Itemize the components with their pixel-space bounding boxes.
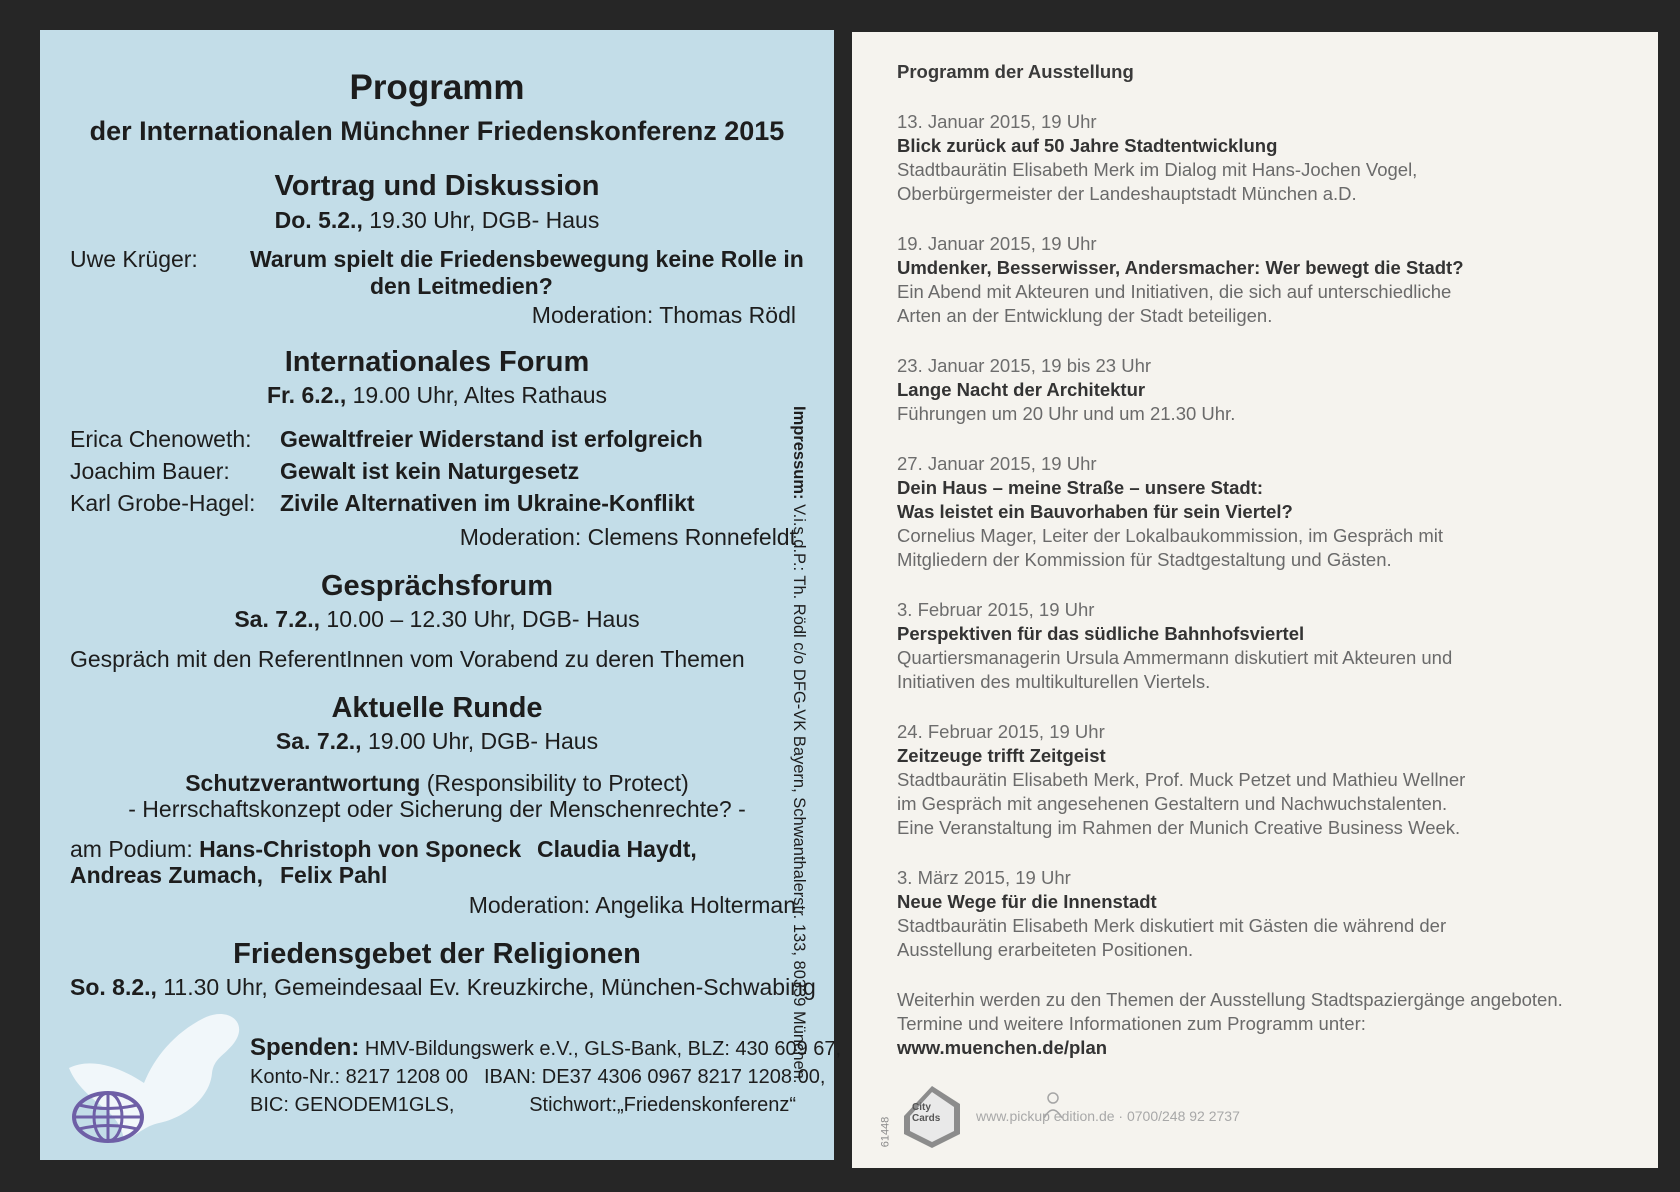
print-code: 61448 — [879, 1116, 892, 1148]
talk-topic: Zivile Alternativen im Ukraine-Konflikt — [280, 490, 695, 516]
event-title: Blick zurück auf 50 Jahre Stadtentwicklung — [897, 135, 1278, 156]
talk-topic: Gewaltfreier Widerstand ist erfolgreich — [280, 426, 703, 452]
podium-label: am Podium: — [70, 836, 200, 862]
event-description: Mitgliedern der Kommission für Stadtgestaltung und Gästen. — [897, 549, 1392, 570]
event-date: 13. Januar 2015, 19 Uhr — [897, 111, 1097, 132]
event-title: Zeitzeuge trifft Zeitgeist — [897, 745, 1106, 766]
event-title: Umdenker, Besserwisser, Andersmacher: Wer bewegt die Stadt? — [897, 257, 1464, 278]
date-day: Fr. 6.2., — [266, 382, 347, 408]
discussion-subtopic: - Herrschaftskonzept oder Sicherung der Menschenrechte? - — [128, 796, 746, 822]
event-description: im Gespräch mit angesehenen Gestaltern und Nachwuchstalenten. — [897, 793, 1448, 814]
event-title: Dein Haus – meine Straße – unsere Stadt: — [897, 477, 1264, 498]
event-description: Oberbürgermeister der Landeshauptstadt München a.D. — [897, 183, 1357, 204]
event-description: Führungen um 20 Uhr und um 21.30 Uhr. — [897, 403, 1236, 424]
date-time-place: 11.30 Uhr, Gemeindesaal Ev. Kreuzkirche, München-Schwabing — [156, 974, 816, 1000]
discussion-topic — [40, 770, 834, 797]
date-day: Do. 5.2., — [274, 207, 363, 233]
date-time-place: 19.00 Uhr, DGB- Haus — [361, 728, 599, 754]
event-date: 3. Februar 2015, 19 Uhr — [897, 599, 1095, 620]
date-day: So. 8.2., — [70, 974, 157, 1000]
exhibition-title: Programm der Ausstellung — [897, 61, 1134, 82]
section-heading-gespraech: Gesprächsforum — [320, 570, 554, 602]
date-time-place: 19.30 Uhr, DGB- Haus — [362, 207, 600, 233]
event-description: Ein Abend mit Akteuren und Initiativen, die sich auf unterschiedliche — [897, 281, 1452, 302]
section-date-gebet — [70, 974, 816, 1001]
impressum-label: Impressum: — [790, 406, 808, 500]
event-description: Ausstellung erarbeiteten Positionen. — [897, 939, 1194, 960]
exhibition-program-card — [852, 32, 1658, 1168]
talk-topic: Warum spielt die Friedensbewegung keine Rolle in — [250, 246, 804, 272]
event-description: Eine Veranstaltung im Rahmen der Munich Creative Business Week. — [897, 817, 1461, 838]
moderation: Moderation: Thomas Rödl — [531, 302, 796, 328]
speaker-name: Uwe Krüger: — [70, 246, 198, 272]
section-date-vortrag — [40, 207, 834, 234]
impressum-text: V.i.s.d.P.: Th. Rödl c/o DFG-VK Bayern, Schwanthalerstr. 133, 80339 München. — [790, 499, 808, 1084]
footer-url[interactable]: www.muenchen.de/plan — [897, 1037, 1108, 1058]
moderation: Moderation: Clemens Ronnefeldt — [459, 524, 796, 550]
section-date-forum — [40, 382, 834, 409]
program-title: Programm — [349, 68, 525, 107]
donation-keyword: Stichwort:„Friedenskonferenz“ — [529, 1094, 796, 1116]
city-cards-logo-text: City Cards — [912, 1102, 941, 1124]
event-date: 23. Januar 2015, 19 bis 23 Uhr — [897, 355, 1152, 376]
print-footer — [879, 1082, 1352, 1152]
topic-bold: Schutzverantwortung — [185, 770, 421, 796]
speaker-name: Erica Chenoweth: — [70, 426, 252, 452]
event-date: 3. März 2015, 19 Uhr — [897, 867, 1071, 888]
event-description: Stadtbaurätin Elisabeth Merk im Dialog mit Hans-Jochen Vogel, — [897, 159, 1418, 180]
section-date-gespraech — [40, 606, 834, 633]
podium-line — [70, 836, 521, 863]
talk-topic: Gewalt ist kein Naturgesetz — [280, 458, 580, 484]
podium-member: Hans-Christoph von Sponeck — [199, 836, 522, 862]
section-heading-gebet: Friedensgebet der Religionen — [233, 938, 641, 970]
iban: IBAN: DE37 4306 0967 8217 1208 00, — [484, 1066, 826, 1088]
globe-icon — [70, 1090, 146, 1144]
event-description: Cornelius Mager, Leiter der Lokalbaukommission, im Gespräch mit — [897, 525, 1443, 546]
donation-label: Spenden: — [250, 1034, 360, 1061]
impressum — [789, 406, 808, 1083]
event-description: Arten an der Entwicklung der Stadt beteiligen. — [897, 305, 1273, 326]
talk-topic-cont: den Leitmedien? — [370, 273, 553, 299]
date-day: Sa. 7.2., — [275, 728, 362, 754]
speaker-name: Karl Grobe-Hagel: — [70, 490, 256, 516]
event-date: 27. Januar 2015, 19 Uhr — [897, 453, 1097, 474]
date-time-place: 19.00 Uhr, Altes Rathaus — [346, 382, 608, 408]
account-number: Konto-Nr.: 8217 1208 00 — [250, 1066, 468, 1088]
donation-line — [250, 1034, 841, 1062]
podium-member: Felix Pahl — [280, 862, 388, 888]
date-time-place: 10.00 – 12.30 Uhr, DGB- Haus — [320, 606, 640, 632]
podium-member: Andreas Zumach, — [70, 862, 263, 888]
section-heading-forum: Internationales Forum — [284, 346, 590, 378]
conference-program-card — [40, 30, 842, 1160]
footer-text: Weiterhin werden zu den Themen der Ausstellung Stadtspaziergänge angeboten. — [897, 989, 1563, 1010]
event-title: Was leistet ein Bauvorhaben für sein Viertel? — [897, 501, 1293, 522]
section-heading-aktuelle: Aktuelle Runde — [331, 692, 543, 724]
date-day: Sa. 7.2., — [234, 606, 321, 632]
event-description: Initiativen des multikulturellen Viertels. — [897, 671, 1211, 692]
bic: BIC: GENODEM1GLS, — [250, 1094, 455, 1116]
event-date: 24. Februar 2015, 19 Uhr — [897, 721, 1105, 742]
topic-rest: (Responsibility to Protect) — [420, 770, 689, 796]
pickup-line: www.pickup edition.de · 0700/248 92 2737 — [976, 1108, 1240, 1124]
podium-member: Claudia Haydt, — [537, 836, 697, 862]
section-text: Gespräch mit den ReferentInnen vom Vorabend zu deren Themen — [70, 646, 745, 672]
donation-bank: HMV-Bildungswerk e.V., GLS-Bank, BLZ: 430 609 67, — [359, 1038, 842, 1060]
event-title: Lange Nacht der Architektur — [897, 379, 1146, 400]
speaker-name: Joachim Bauer: — [70, 458, 230, 484]
event-description: Stadtbaurätin Elisabeth Merk diskutiert mit Gästen die während der — [897, 915, 1447, 936]
program-subtitle: der Internationalen Münchner Friedenskonferenz 2015 — [89, 116, 785, 146]
event-description: Stadtbaurätin Elisabeth Merk, Prof. Muck Petzet und Mathieu Wellner — [897, 769, 1466, 790]
footer-text: Termine und weitere Informationen zum Programm unter: — [897, 1013, 1366, 1034]
section-date-aktuelle — [40, 728, 834, 755]
event-date: 19. Januar 2015, 19 Uhr — [897, 233, 1097, 254]
event-description: Quartiersmanagerin Ursula Ammermann diskutiert mit Akteuren und — [897, 647, 1453, 668]
moderation: Moderation: Angelika Holterman — [468, 892, 796, 918]
section-heading-vortrag: Vortrag und Diskussion — [274, 170, 600, 202]
event-title: Perspektiven für das südliche Bahnhofsviertel — [897, 623, 1305, 644]
event-title: Neue Wege für die Innenstadt — [897, 891, 1157, 912]
